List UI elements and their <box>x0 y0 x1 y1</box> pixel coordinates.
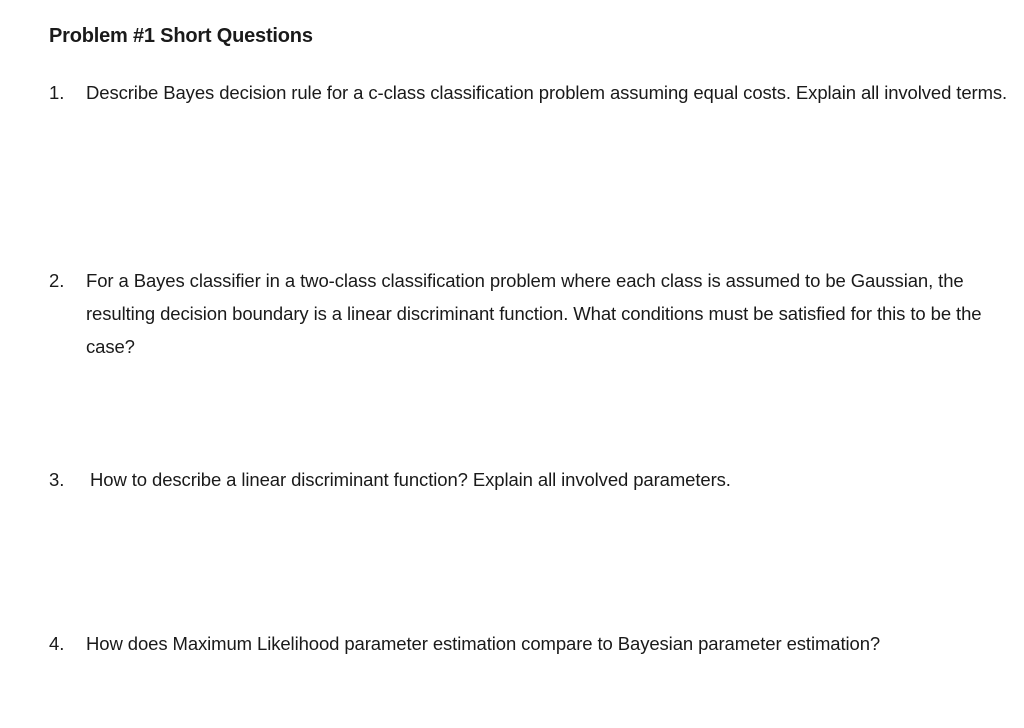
question-number: 4. <box>49 633 65 654</box>
question-item <box>49 76 1009 109</box>
question-text: How does Maximum Likelihood parameter estimation compare to Bayesian parameter estimation? <box>86 633 881 654</box>
question-item <box>49 463 1009 496</box>
question-item <box>49 627 1009 660</box>
question-text: How to describe a linear discriminant function? Explain all involved parameters. <box>90 469 731 490</box>
question-number: 3. <box>49 469 65 490</box>
page-title: Problem #1 Short Questions <box>49 25 313 47</box>
question-item <box>49 264 1009 363</box>
question-text: Describe Bayes decision rule for a c-class classification problem assuming equal costs. Explain all involved terms. <box>86 82 1008 103</box>
question-number: 2. <box>49 270 65 291</box>
question-number: 1. <box>49 82 65 103</box>
question-text: For a Bayes classifier in a two-class classification problem where each class is assumed to be Gaussian, the resulting decision boundary is a linear discriminant function. What conditions must be satisfied for this to be the case? <box>86 270 982 357</box>
